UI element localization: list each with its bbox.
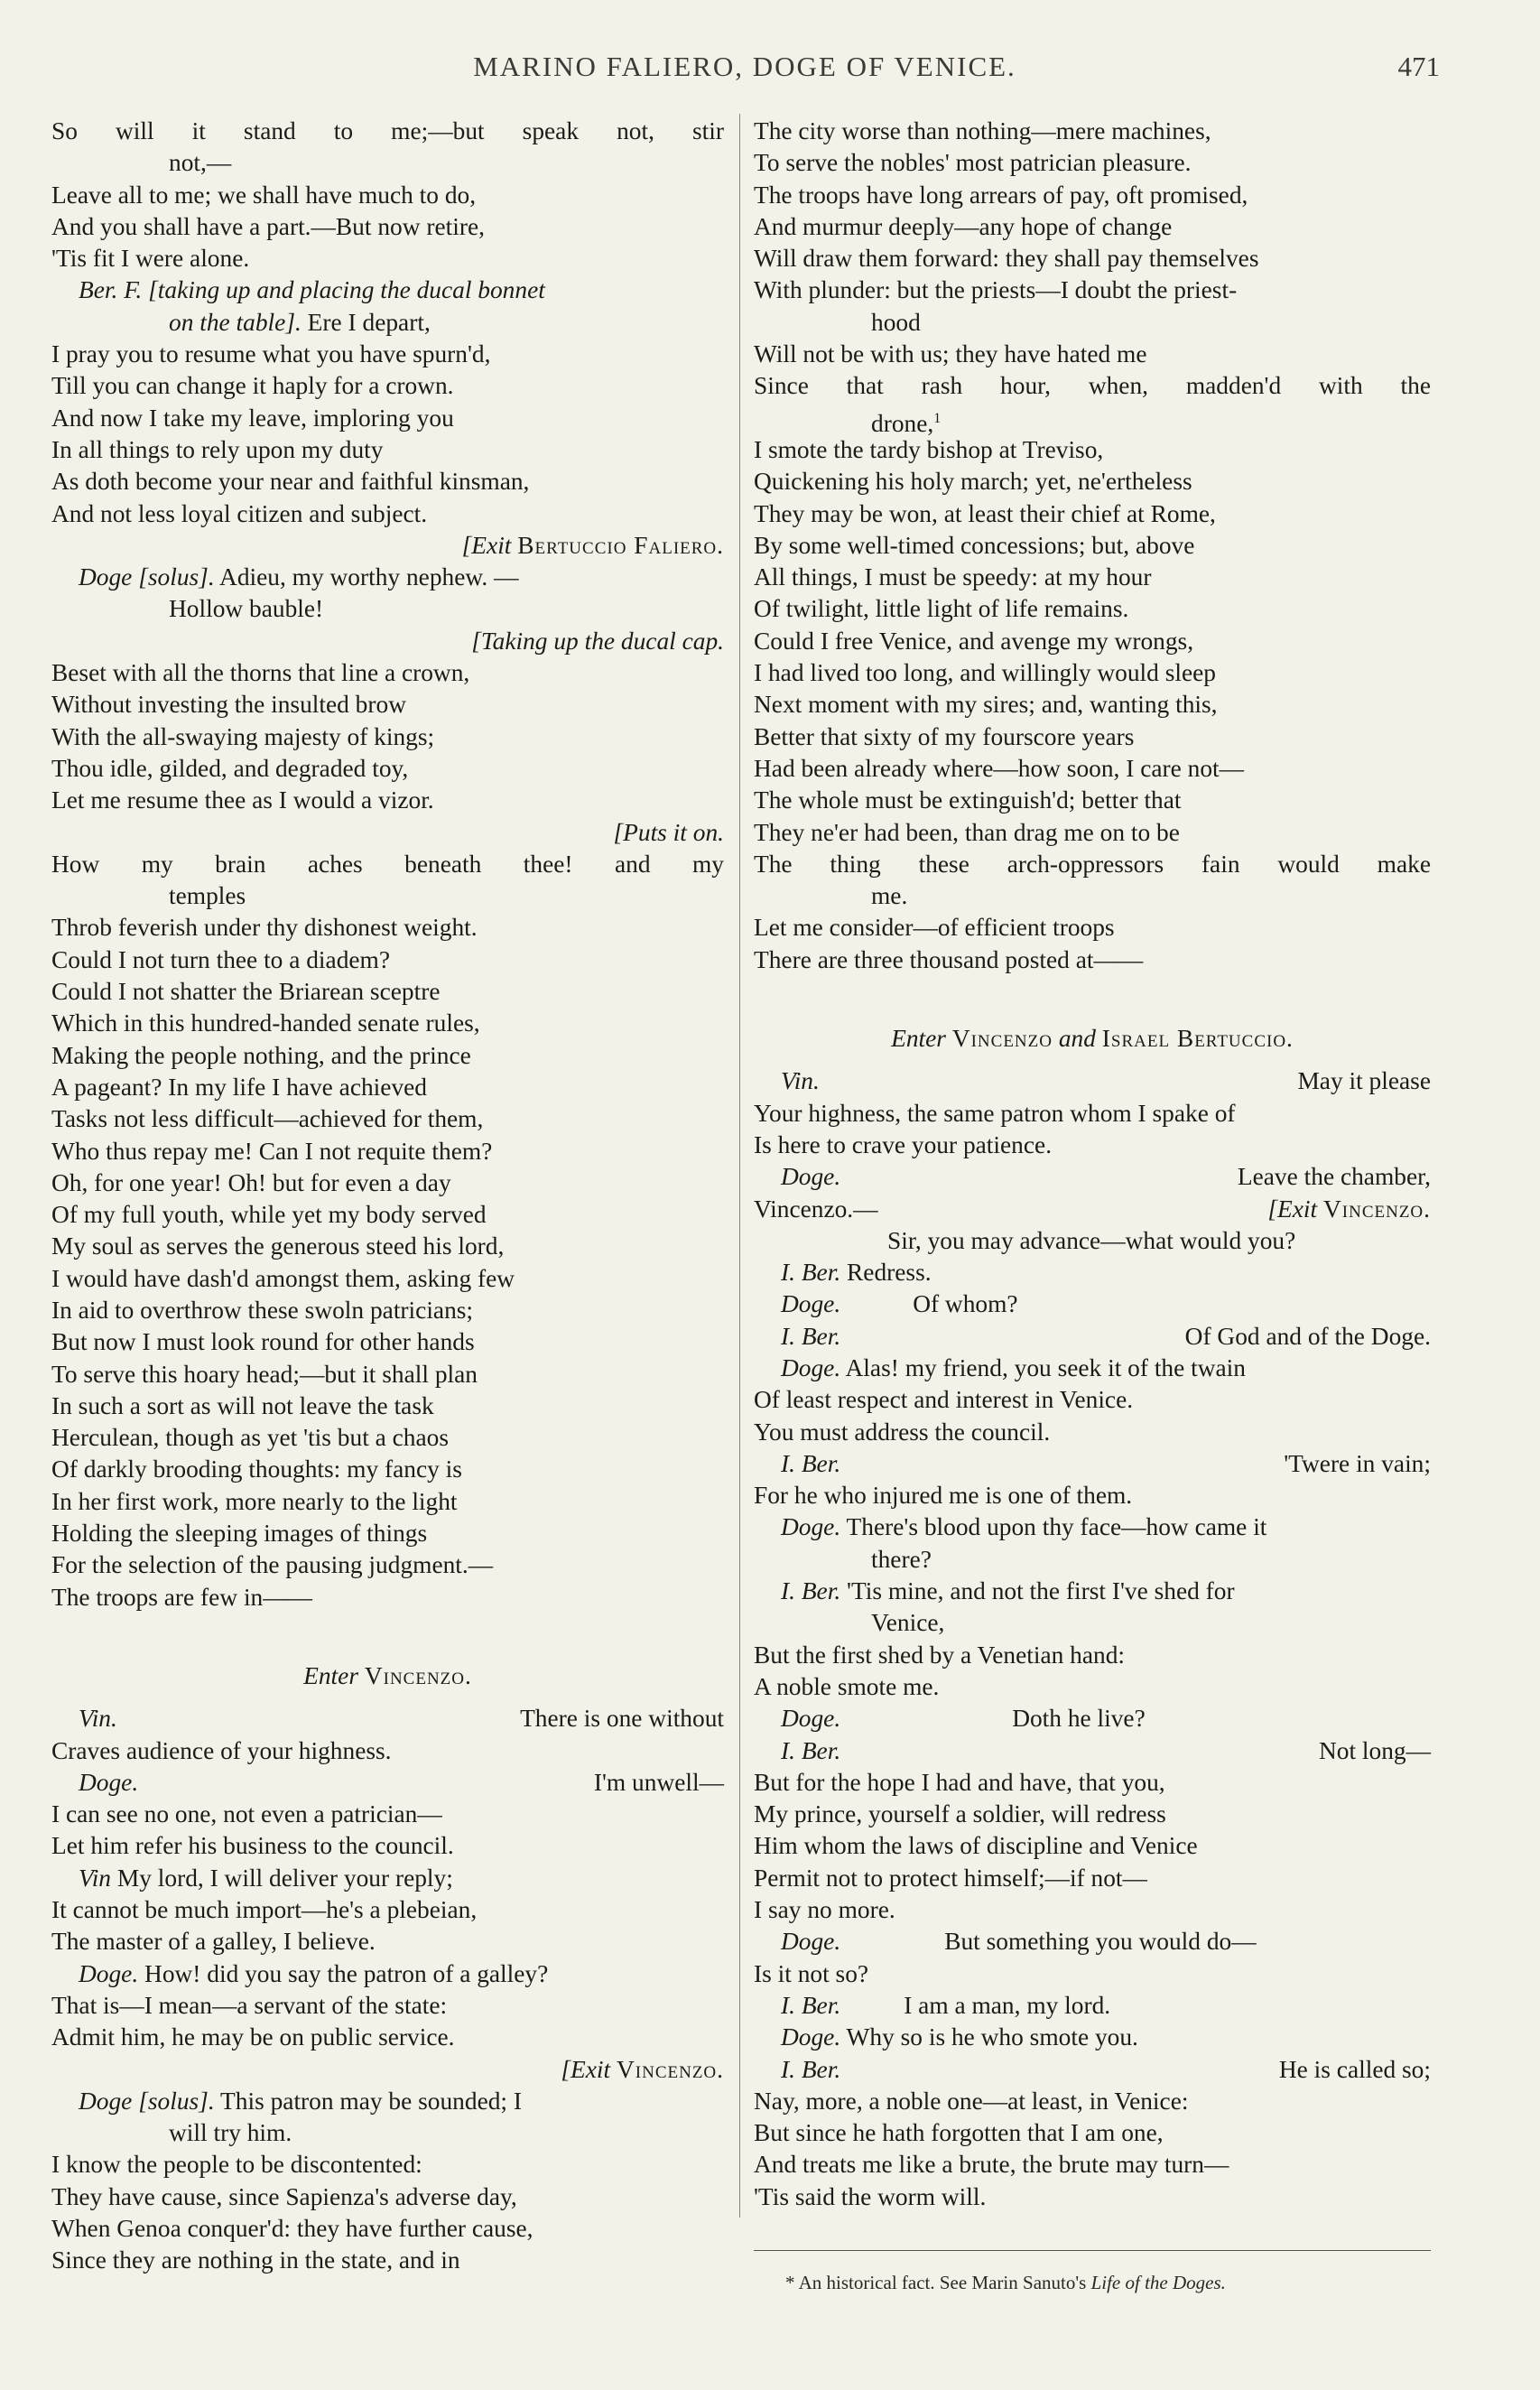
verse-line: Tasks not less difficult—achieved for them, <box>51 1105 484 1133</box>
speaker-name: Vin <box>79 1864 112 1892</box>
verse-line: Quickening his holy march; yet, ne'ertheless <box>754 468 1192 496</box>
verse-line: Since they are nothing in the state, and in <box>51 2246 460 2274</box>
verse-line: And now I take my leave, imploring you <box>51 404 454 432</box>
verse-line: And murmur deeply—any hope of change <box>754 212 1173 240</box>
verse-line: Doge [solus]. This patron may be sounded; I <box>79 2087 522 2115</box>
speaker-name: I. Ber. <box>781 1449 841 1477</box>
verse-line: The whole must be extinguish'd; better that <box>754 786 1182 814</box>
verse-line: on the table]. Ere I depart, <box>169 308 431 336</box>
footnote: * An historical fact. See Marin Sanuto's Life of the Doges. <box>785 2272 1226 2293</box>
verse-line: Let me consider—of efficient troops <box>754 914 1115 942</box>
verse-line: Had been already where—how soon, I care not— <box>754 754 1245 782</box>
verse-line: With plunder: but the priests—I doubt the priest- <box>754 276 1238 304</box>
verse-line: 'Tis fit I were alone. <box>51 245 250 273</box>
verse-line: Leave all to me; we shall have much to do, <box>51 181 477 209</box>
verse-line: Doge. There's blood upon thy face—how came it <box>781 1513 1267 1541</box>
verse-line: Let me resume thee as I would a vizor. <box>51 786 434 814</box>
verse-line: They have cause, since Sapienza's adverse day, <box>51 2182 517 2210</box>
verse-line: Hollow bauble! <box>169 595 324 623</box>
verse-line: In all things to rely upon my duty <box>51 435 384 463</box>
verse-line: You must address the council. <box>754 1418 1051 1446</box>
speaker-name: Doge. <box>781 1513 841 1541</box>
verse-line: Of darkly brooding thoughts: my fancy is <box>51 1455 462 1483</box>
entrance-direction: Enter Vincenzo and Israel Bertuccio. <box>891 1025 1294 1053</box>
verse-line: Doge. Alas! my friend, you seek it of the twain <box>781 1353 1246 1381</box>
verse-line: Sir, you may advance—what would you? <box>887 1226 1296 1254</box>
stage-direction: [Puts it on. <box>613 818 724 846</box>
verse-line: Could I not turn thee to a diadem? <box>51 945 391 973</box>
verse-line: So will it stand to me;—but speak not, stir <box>51 117 724 144</box>
verse-line: I smote the tardy bishop at Treviso, <box>754 435 1104 463</box>
verse-line: All things, I must be speedy: at my hour <box>754 563 1152 591</box>
verse-line: Making the people nothing, and the prince <box>51 1041 471 1069</box>
verse-line: The troops have long arrears of pay, oft promised, <box>754 181 1248 209</box>
stage-direction: [solus]. <box>138 2087 215 2115</box>
verse-line: Doge. But something you would do— <box>781 1928 1257 1956</box>
verse-line: Doge. Why so is he who smote you. <box>781 2023 1138 2051</box>
verse-line: Doge. Leave the chamber, <box>781 1163 1431 1191</box>
verse-line: Doge. How! did you say the patron of a galley? <box>79 1959 549 1987</box>
verse-line: Throb feverish under thy dishonest weight. <box>51 914 478 942</box>
verse-line: Permit not to protect himself;—if not— <box>754 1864 1147 1892</box>
verse-line: In aid to overthrow these swoln patricians; <box>51 1296 474 1324</box>
verse-line: will try him. <box>169 2119 292 2147</box>
stage-direction: on the table]. <box>169 308 302 336</box>
verse-line: With the all-swaying majesty of kings; <box>51 722 435 750</box>
verse-line: I had lived too long, and willingly would sleep <box>754 659 1216 687</box>
verse-line: 'Tis said the worm will. <box>754 2182 987 2210</box>
verse-line: Which in this hundred-handed senate rules, <box>51 1009 480 1037</box>
speaker-name: Doge. <box>781 1705 841 1733</box>
verse-line: The city worse than nothing—mere machines, <box>754 117 1211 144</box>
verse-line: temples <box>169 882 246 910</box>
verse-line: In her first work, more nearly to the light <box>51 1487 458 1515</box>
verse-line: I. Ber. Of God and of the Doge. <box>781 1322 1431 1350</box>
verse-line: Vin. May it please <box>781 1067 1431 1095</box>
verse-line: Oh, for one year! Oh! but for even a day <box>51 1168 451 1196</box>
verse-line: But the first shed by a Venetian hand: <box>754 1641 1126 1669</box>
speaker-name: I. Ber. <box>781 2055 841 2083</box>
speaker-name: Doge. <box>79 1959 139 1987</box>
verse-line: Vin. There is one without <box>79 1705 724 1733</box>
speaker-name: Ber. F. <box>79 276 143 304</box>
verse-line: My soul as serves the generous steed his lord, <box>51 1232 505 1260</box>
verse-line: drone,$^1$ <box>871 409 942 437</box>
verse-line: Craves audience of your highness. <box>51 1736 392 1764</box>
verse-line: Beset with all the thorns that line a crown, <box>51 659 470 687</box>
verse-line: there? <box>871 1545 932 1573</box>
verse-line: There are three thousand posted at—— <box>754 945 1144 973</box>
verse-line: But now I must look round for other hands <box>51 1328 475 1356</box>
verse-line: The troops are few in—— <box>51 1583 313 1611</box>
verse-line <box>51 274 724 306</box>
verse-line: I. Ber. He is called so; <box>781 2055 1431 2083</box>
verse-line: Better that sixty of my fourscore years <box>754 722 1135 750</box>
verse-line: To serve the nobles' most patrician pleasure. <box>754 149 1192 177</box>
verse-line: As doth become your near and faithful kinsman, <box>51 468 530 496</box>
stage-direction: [taking up and placing the ducal bonnet <box>148 276 545 304</box>
verse-line: Admit him, he may be on public service. <box>51 2023 455 2051</box>
speaker-name: Doge <box>79 2087 133 2115</box>
page-header <box>50 51 1440 90</box>
verse-line: Holding the sleeping images of things <box>51 1520 428 1548</box>
verse-line: Nay, more, a noble one—at least, in Venice: <box>754 2087 1189 2115</box>
stage-direction: [Taking up the ducal cap. <box>471 627 724 655</box>
verse-line: Since that rash hour, when, madden'd with the <box>754 372 1431 400</box>
verse-line: Who thus repay me! Can I not requite them? <box>51 1137 493 1165</box>
verse-line: Is it not so? <box>754 1959 869 1987</box>
verse-line: Of my full youth, while yet my body served <box>51 1201 487 1229</box>
exit-direction: [Exit Vincenzo. <box>561 2055 724 2083</box>
speaker-name: Vin. <box>79 1705 117 1733</box>
verse-line: Next moment with my sires; and, wanting this, <box>754 691 1218 719</box>
speaker-name: I. Ber. <box>781 1991 841 2019</box>
stage-direction: [solus]. <box>138 563 215 591</box>
verse-line: But for the hope I had and have, that you, <box>754 1768 1165 1796</box>
right-column <box>754 116 1431 2213</box>
verse-line: Let him refer his business to the council. <box>51 1832 454 1860</box>
speaker-name: Doge. <box>781 1353 841 1381</box>
verse-line: Herculean, though as yet 'tis but a chaos <box>51 1424 450 1452</box>
verse-line: Of least respect and interest in Venice. <box>754 1386 1134 1414</box>
verse-line: Doge. Of whom? <box>781 1290 1018 1318</box>
verse-line: In such a sort as will not leave the task <box>51 1391 434 1419</box>
verse-line: Without investing the insulted brow <box>51 691 406 719</box>
verse-line: It cannot be much import—he's a plebeian, <box>51 1896 478 1924</box>
footnote-marker: 1 <box>933 410 942 426</box>
verse-line: Vin My lord, I will deliver your reply; <box>79 1864 453 1892</box>
verse-line: me. <box>871 882 908 910</box>
verse-line: A pageant? In my life I have achieved <box>51 1073 427 1101</box>
column-divider <box>739 114 740 2218</box>
speaker-name: Doge. <box>781 1290 841 1318</box>
verse-line: And treats me like a brute, the brute may turn— <box>754 2151 1229 2179</box>
verse-line: Thou idle, gilded, and degraded toy, <box>51 754 409 782</box>
speaker-name: I. Ber. <box>781 1736 841 1764</box>
verse-line: And not less loyal citizen and subject. <box>51 499 428 527</box>
verse-line: A noble smote me. <box>754 1672 940 1700</box>
verse-line: I. Ber. 'Tis mine, and not the first I've shed for <box>781 1577 1235 1605</box>
verse-line: Will not be with us; they have hated me <box>754 340 1147 368</box>
speaker-name: I. Ber. <box>781 1577 841 1605</box>
verse-line: not,— <box>169 149 232 177</box>
verse-line: I. Ber. Redress. <box>781 1259 932 1287</box>
verse-line: I. Ber. I am a man, my lord. <box>781 1991 1111 2019</box>
footnote-rule <box>754 2250 1431 2251</box>
page-number: 471 <box>1397 51 1440 82</box>
speaker-name: Doge. <box>781 1163 841 1191</box>
verse-line: By some well-timed concessions; but, above <box>754 531 1195 559</box>
verse-line: Doge. I'm unwell— <box>79 1768 724 1796</box>
verse-line: I. Ber. Not long— <box>781 1736 1431 1764</box>
verse-line: I. Ber. 'Twere in vain; <box>781 1449 1431 1477</box>
verse-line: hood <box>871 308 921 336</box>
verse-line: That is—I mean—a servant of the state: <box>51 1991 448 2019</box>
verse-line: I pray you to resume what you have spurn'd, <box>51 340 491 368</box>
verse-line: My prince, yourself a soldier, will redress <box>754 1800 1166 1828</box>
verse-line: They ne'er had been, than drag me on to be <box>754 818 1180 846</box>
verse-line: And you shall have a part.—But now retire, <box>51 212 485 240</box>
exit-direction: [Exit Bertuccio Faliero. <box>461 531 724 559</box>
verse-line: Is here to crave your patience. <box>754 1130 1053 1158</box>
verse-line: The thing these arch-oppressors fain would make <box>754 850 1431 878</box>
verse-line: I would have dash'd amongst them, asking few <box>51 1264 515 1292</box>
speaker-name: Vin. <box>781 1067 820 1095</box>
verse-line: But since he hath forgotten that I am one, <box>754 2119 1164 2147</box>
verse-line: To serve this hoary head;—but it shall plan <box>51 1360 478 1388</box>
speaker-name: Doge. <box>79 1768 139 1796</box>
verse-line: Him whom the laws of discipline and Venice <box>754 1832 1198 1860</box>
verse-line: Venice, <box>871 1609 945 1637</box>
speaker-name: Doge. <box>781 1928 841 1956</box>
verse-line: Will draw them forward: they shall pay themselves <box>754 245 1259 273</box>
verse-line: They may be won, at least their chief at Rome, <box>754 499 1216 527</box>
running-title: MARINO FALIERO, DOGE OF VENICE. <box>473 51 1016 82</box>
verse-line: The master of a galley, I believe. <box>51 1928 376 1956</box>
verse-line: Could I free Venice, and avenge my wrongs, <box>754 627 1194 655</box>
verse-line: Doge [solus]. Adieu, my worthy nephew. — <box>79 563 519 591</box>
verse-line: I say no more. <box>754 1896 895 1924</box>
verse-line: Vincenzo.— [Exit Vincenzo. <box>754 1195 1431 1223</box>
left-column <box>51 116 724 2277</box>
verse-line: When Genoa conquer'd: they have further cause, <box>51 2215 533 2242</box>
verse-line: For he who injured me is one of them. <box>754 1482 1133 1510</box>
speaker-name: I. Ber. <box>781 1322 841 1350</box>
verse-line: Your highness, the same patron whom I spake of <box>754 1099 1236 1127</box>
verse-line: I know the people to be discontented: <box>51 2151 422 2179</box>
verse-line: Of twilight, little light of life remains. <box>754 595 1129 623</box>
entrance-direction: Enter Vincenzo. <box>303 1661 472 1689</box>
verse-line: I can see no one, not even a patrician— <box>51 1800 442 1828</box>
verse-line: Till you can change it haply for a crown. <box>51 372 454 400</box>
speaker-name: Doge <box>79 563 133 591</box>
speaker-name: I. Ber. <box>781 1259 841 1287</box>
verse-line: How my brain aches beneath thee! and my <box>51 850 724 878</box>
verse-line: Could I not shatter the Briarean sceptre <box>51 978 441 1006</box>
speaker-name: Doge. <box>781 2023 841 2051</box>
verse-line: For the selection of the pausing judgment.— <box>51 1551 494 1579</box>
verse-line: Doge. Doth he live? <box>781 1705 1146 1733</box>
